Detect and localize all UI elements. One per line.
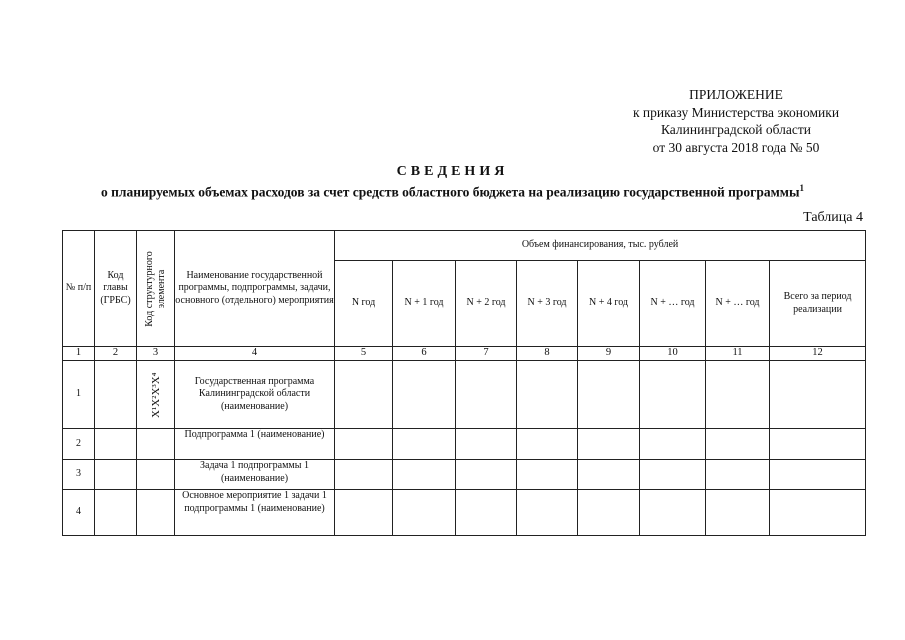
column-number: 5 bbox=[335, 347, 393, 361]
row-code-chapter bbox=[95, 361, 137, 429]
funding-table bbox=[62, 230, 866, 536]
table-row bbox=[63, 460, 866, 490]
row-cell bbox=[578, 460, 640, 490]
header-year-nx2: N + … год bbox=[706, 261, 770, 347]
header-code-chapter: Код главы (ГРБС) bbox=[95, 231, 137, 347]
table-row bbox=[63, 361, 866, 429]
row-cell bbox=[335, 460, 393, 490]
row-cell bbox=[517, 490, 578, 536]
header-year-n: N год bbox=[335, 261, 393, 347]
row-cell bbox=[640, 490, 706, 536]
row-name: Государственная программа Калининградской области (наименование) bbox=[175, 361, 335, 429]
row-cell bbox=[770, 361, 866, 429]
header-name: Наименование государственной программы, подпрограммы, задачи, основного (отдельного) мероприятия bbox=[175, 231, 335, 347]
appendix-title: ПРИЛОЖЕНИЕ bbox=[689, 87, 783, 102]
row-cell bbox=[517, 429, 578, 460]
row-number: 4 bbox=[63, 490, 95, 536]
row-cell bbox=[456, 361, 517, 429]
row-number: 1 bbox=[63, 361, 95, 429]
header-code-struct bbox=[137, 231, 175, 347]
row-cell bbox=[456, 460, 517, 490]
row-name: Подпрограмма 1 (наименование) bbox=[175, 429, 335, 460]
row-cell bbox=[456, 490, 517, 536]
row-number: 2 bbox=[63, 429, 95, 460]
document-subtitle bbox=[0, 183, 905, 201]
row-code-chapter bbox=[95, 460, 137, 490]
appendix-order-line: к приказу Министерства экономики bbox=[632, 104, 840, 120]
column-number: 7 bbox=[456, 347, 517, 361]
row-cell bbox=[335, 361, 393, 429]
column-number: 11 bbox=[706, 347, 770, 361]
header-year-nx1: N + … год bbox=[640, 261, 706, 347]
row-cell bbox=[335, 490, 393, 536]
row-cell bbox=[706, 490, 770, 536]
column-number: 8 bbox=[517, 347, 578, 361]
column-number: 6 bbox=[393, 347, 456, 361]
table-header-row-1 bbox=[63, 231, 866, 261]
column-number: 9 bbox=[578, 347, 640, 361]
header-year-n4: N + 4 год bbox=[578, 261, 640, 347]
row-cell bbox=[456, 429, 517, 460]
row-code-chapter bbox=[95, 490, 137, 536]
header-year-n2: N + 2 год bbox=[456, 261, 517, 347]
column-number-row bbox=[63, 347, 866, 361]
header-code-struct-text: Код структурного элемента bbox=[143, 250, 167, 327]
header-total: Всего за период реализации bbox=[770, 261, 866, 347]
column-number: 2 bbox=[95, 347, 137, 361]
column-number: 3 bbox=[137, 347, 175, 361]
row-cell bbox=[770, 490, 866, 536]
row-name: Основное мероприятие 1 задачи 1 подпрограммы 1 (наименование) bbox=[175, 490, 335, 536]
row-cell bbox=[578, 429, 640, 460]
row-cell bbox=[640, 361, 706, 429]
row-name: Задача 1 подпрограммы 1 (наименование) bbox=[175, 460, 335, 490]
header-year-n3: N + 3 год bbox=[517, 261, 578, 347]
document-title: СВЕДЕНИЯ bbox=[396, 164, 509, 179]
row-cell bbox=[706, 460, 770, 490]
table-row bbox=[63, 490, 866, 536]
row-cell bbox=[393, 460, 456, 490]
row-cell bbox=[706, 429, 770, 460]
row-code-struct bbox=[137, 361, 175, 429]
row-code-struct bbox=[137, 429, 175, 460]
row-cell bbox=[335, 429, 393, 460]
column-number: 4 bbox=[175, 347, 335, 361]
column-number: 10 bbox=[640, 347, 706, 361]
row-cell bbox=[706, 361, 770, 429]
column-number: 1 bbox=[63, 347, 95, 361]
row-cell bbox=[393, 490, 456, 536]
row-cell bbox=[517, 361, 578, 429]
row-code-struct-text: X¹X²X³X⁴ bbox=[149, 372, 162, 419]
header-funding: Объем финансирования, тыс. рублей bbox=[335, 231, 866, 261]
appendix-region-line: Калининградской области bbox=[660, 122, 812, 138]
row-cell bbox=[640, 429, 706, 460]
table-label: Таблица 4 bbox=[803, 210, 863, 225]
row-cell bbox=[770, 429, 866, 460]
row-code-struct bbox=[137, 490, 175, 536]
subtitle-text: о планируемых объемах расходов за счет средств областного бюджета на реализацию государственной программы bbox=[100, 184, 800, 200]
row-cell bbox=[770, 460, 866, 490]
row-code-chapter bbox=[95, 429, 137, 460]
row-code-struct bbox=[137, 460, 175, 490]
row-number: 3 bbox=[63, 460, 95, 490]
row-cell bbox=[517, 460, 578, 490]
row-cell bbox=[393, 429, 456, 460]
appendix-date-line: от 30 августа 2018 года № 50 bbox=[652, 139, 820, 155]
row-cell bbox=[578, 361, 640, 429]
appendix-block bbox=[560, 86, 905, 156]
header-year-n1: N + 1 год bbox=[393, 261, 456, 347]
row-cell bbox=[578, 490, 640, 536]
row-cell bbox=[393, 361, 456, 429]
subtitle-footnote-mark: 1 bbox=[799, 183, 805, 193]
table-row bbox=[63, 429, 866, 460]
header-num: № п/п bbox=[63, 231, 95, 347]
column-number: 12 bbox=[770, 347, 866, 361]
row-cell bbox=[640, 460, 706, 490]
